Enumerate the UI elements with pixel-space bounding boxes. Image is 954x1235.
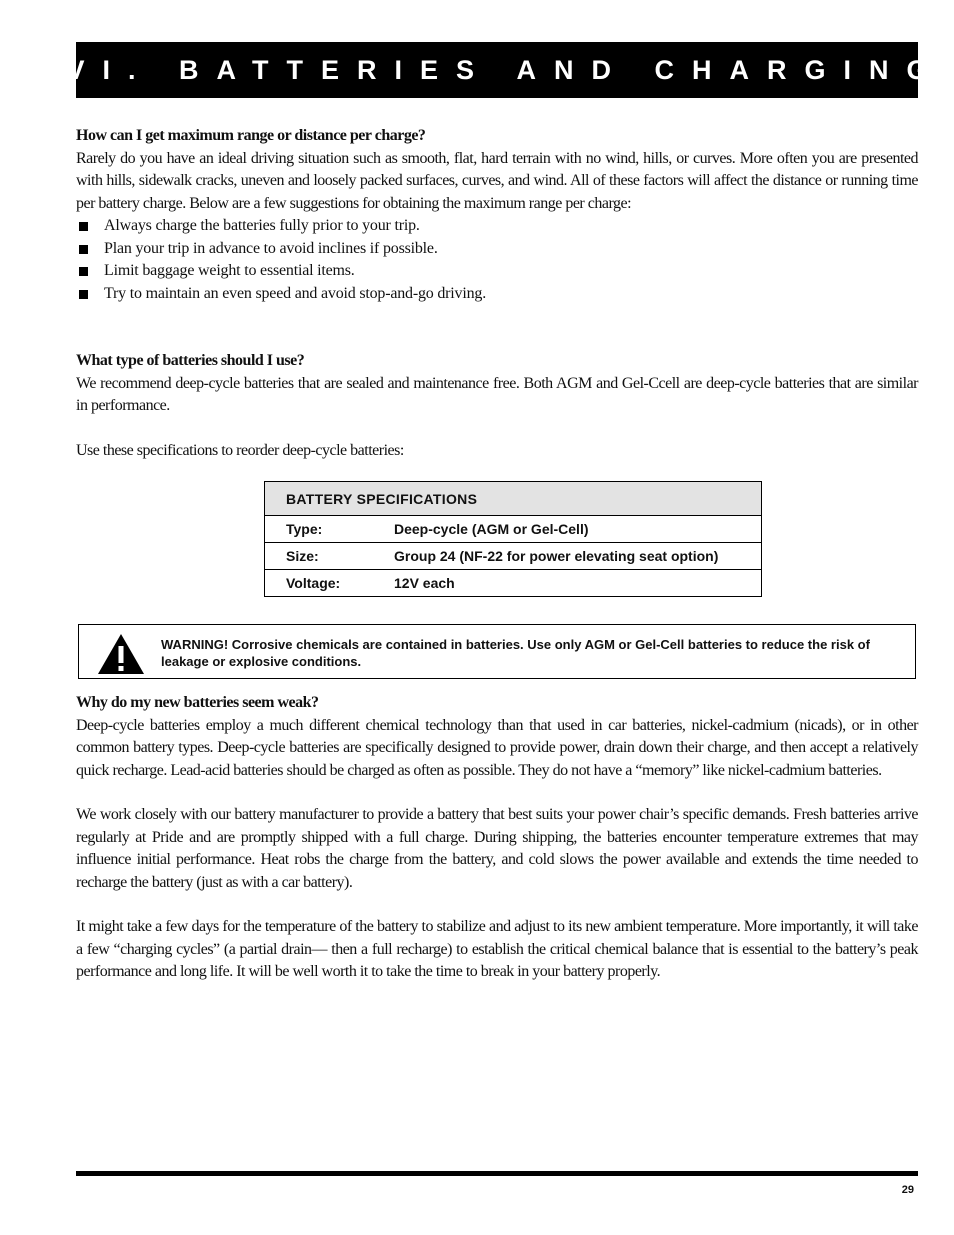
section-range [76, 125, 918, 462]
section-header-bar [66, 42, 946, 98]
spec-value: 12V each [373, 570, 762, 597]
paragraph: We work closely with our battery manufacturer to provide a battery that best suits your power chair’s specific demands. Fresh batteries arrive regularly at Pride and are promptly shipped with a full charge. During shipping, the batteries encounter temperature extremes that may influence initial performance. Heat robs the charge from the battery, and cold slows the power available and extends the time needed to recharge the battery (just as with a car battery). [76, 806, 918, 891]
square-bullet-icon [79, 267, 88, 276]
table-row [265, 543, 762, 570]
paragraph: We recommend deep-cycle batteries that are sealed and maintenance free. Both AGM and Gel-Ccell are deep-cycle batteries that are similar in performance. [76, 374, 918, 414]
paragraph: Rarely do you have an ideal driving situation such as smooth, flat, hard terrain with no wind, hills, or curves. More often you are presented with hills, sidewalk cracks, uneven and loosely packed surfaces, curves, and wind. All of these factors will affect the distance or running time per battery charge. Below are a few suggestions for obtaining the maximum range per charge: [76, 149, 918, 212]
square-bullet-icon [79, 290, 88, 299]
list-item: Always charge the batteries fully prior to your trip. [76, 215, 918, 238]
warning-text: WARNING! Corrosive chemicals are contained in batteries. Use only AGM or Gel-Cell batteries to reduce the risk of leakage or explosive conditions. [161, 637, 870, 669]
square-bullet-icon [79, 222, 88, 231]
suggestion-list [76, 215, 918, 305]
question-heading: Why do my new batteries seem weak? [76, 694, 319, 711]
spec-label: Voltage: [265, 570, 374, 597]
warning-box [78, 624, 916, 679]
table-title: BATTERY SPECIFICATIONS [265, 482, 762, 516]
section-title: VI. BATTERIES AND CHARGING [66, 54, 946, 85]
paragraph: It might take a few days for the temperature of the battery to stabilize and adjust to its new ambient temperature. More importantly, it will take a few “charging cycles” (a partial drain— then a full recharge) to establish the critical chemical balance that is essential to the battery’s peak performance and long life. It will be well worth it to take the time to break in your battery properly. [76, 918, 918, 980]
list-item: Plan your trip in advance to avoid inclines if possible. [76, 238, 918, 261]
spec-value: Deep-cycle (AGM or Gel-Cell) [373, 516, 762, 543]
section-weak-batteries [76, 692, 918, 984]
spec-label: Type: [265, 516, 374, 543]
table-row [265, 516, 762, 543]
list-item: Limit baggage weight to essential items. [76, 260, 918, 283]
list-item: Try to maintain an even speed and avoid stop-and-go driving. [76, 283, 918, 306]
footer-rule [76, 1171, 918, 1176]
warning-triangle-icon [97, 633, 145, 675]
paragraph: Deep-cycle batteries employ a much different chemical technology than that used in car batteries, nickel-cadmium (nicads), or in other common battery types. Deep-cycle batteries are specifically designed to provide power, drain down their charge, and then accept a relatively quick recharge. Lead-acid batteries should be charged as often as possible. They do not have a “memory” like nickel-cadmium batteries. [76, 716, 918, 779]
question-heading: How can I get maximum range or distance per charge? [76, 127, 426, 144]
square-bullet-icon [79, 245, 88, 254]
spec-label: Size: [265, 543, 374, 570]
question-heading: What type of batteries should I use? [76, 352, 305, 369]
page-number: 29 [901, 1184, 914, 1196]
battery-specifications-table [264, 481, 762, 597]
paragraph: Use these specifications to reorder deep-cycle batteries: [76, 441, 404, 459]
spec-value: Group 24 (NF-22 for power elevating seat option) [373, 543, 762, 570]
table-row [265, 570, 762, 597]
